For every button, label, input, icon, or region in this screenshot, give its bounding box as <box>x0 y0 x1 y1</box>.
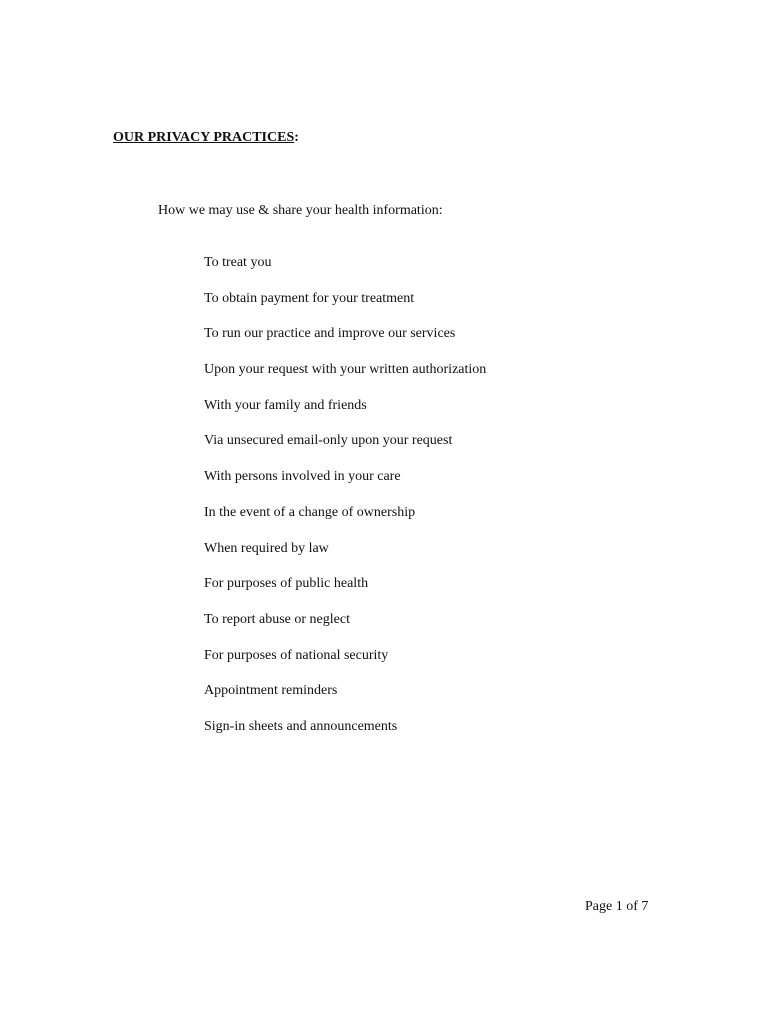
list-item: For purposes of public health <box>204 576 369 592</box>
intro-text: How we may use & share your health information: <box>158 203 443 218</box>
list-item: To treat you <box>204 255 272 270</box>
list-item: To report abuse or neglect <box>204 611 350 627</box>
list-item: Upon your request with your written authorization <box>204 362 487 378</box>
section-heading-colon: : <box>294 130 299 145</box>
list-item: To obtain payment for your treatment <box>204 290 415 306</box>
uses-list <box>204 254 486 754</box>
list-item: Appointment reminders <box>204 683 338 699</box>
list-item: When required by law <box>204 540 329 556</box>
list-item: With persons involved in your care <box>204 469 401 485</box>
list-item: With your family and friends <box>204 397 367 413</box>
page-number: Page 1 of 7 <box>585 899 649 914</box>
section-heading-text: OUR PRIVACY PRACTICES <box>113 130 295 145</box>
list-item: To run our practice and improve our services <box>204 326 456 342</box>
list-item: Via unsecured email-only upon your request <box>204 433 453 449</box>
list-item: In the event of a change of ownership <box>204 504 416 520</box>
list-item: For purposes of national security <box>204 647 389 663</box>
list-item: Sign-in sheets and announcements <box>204 718 398 734</box>
section-heading <box>113 129 299 147</box>
